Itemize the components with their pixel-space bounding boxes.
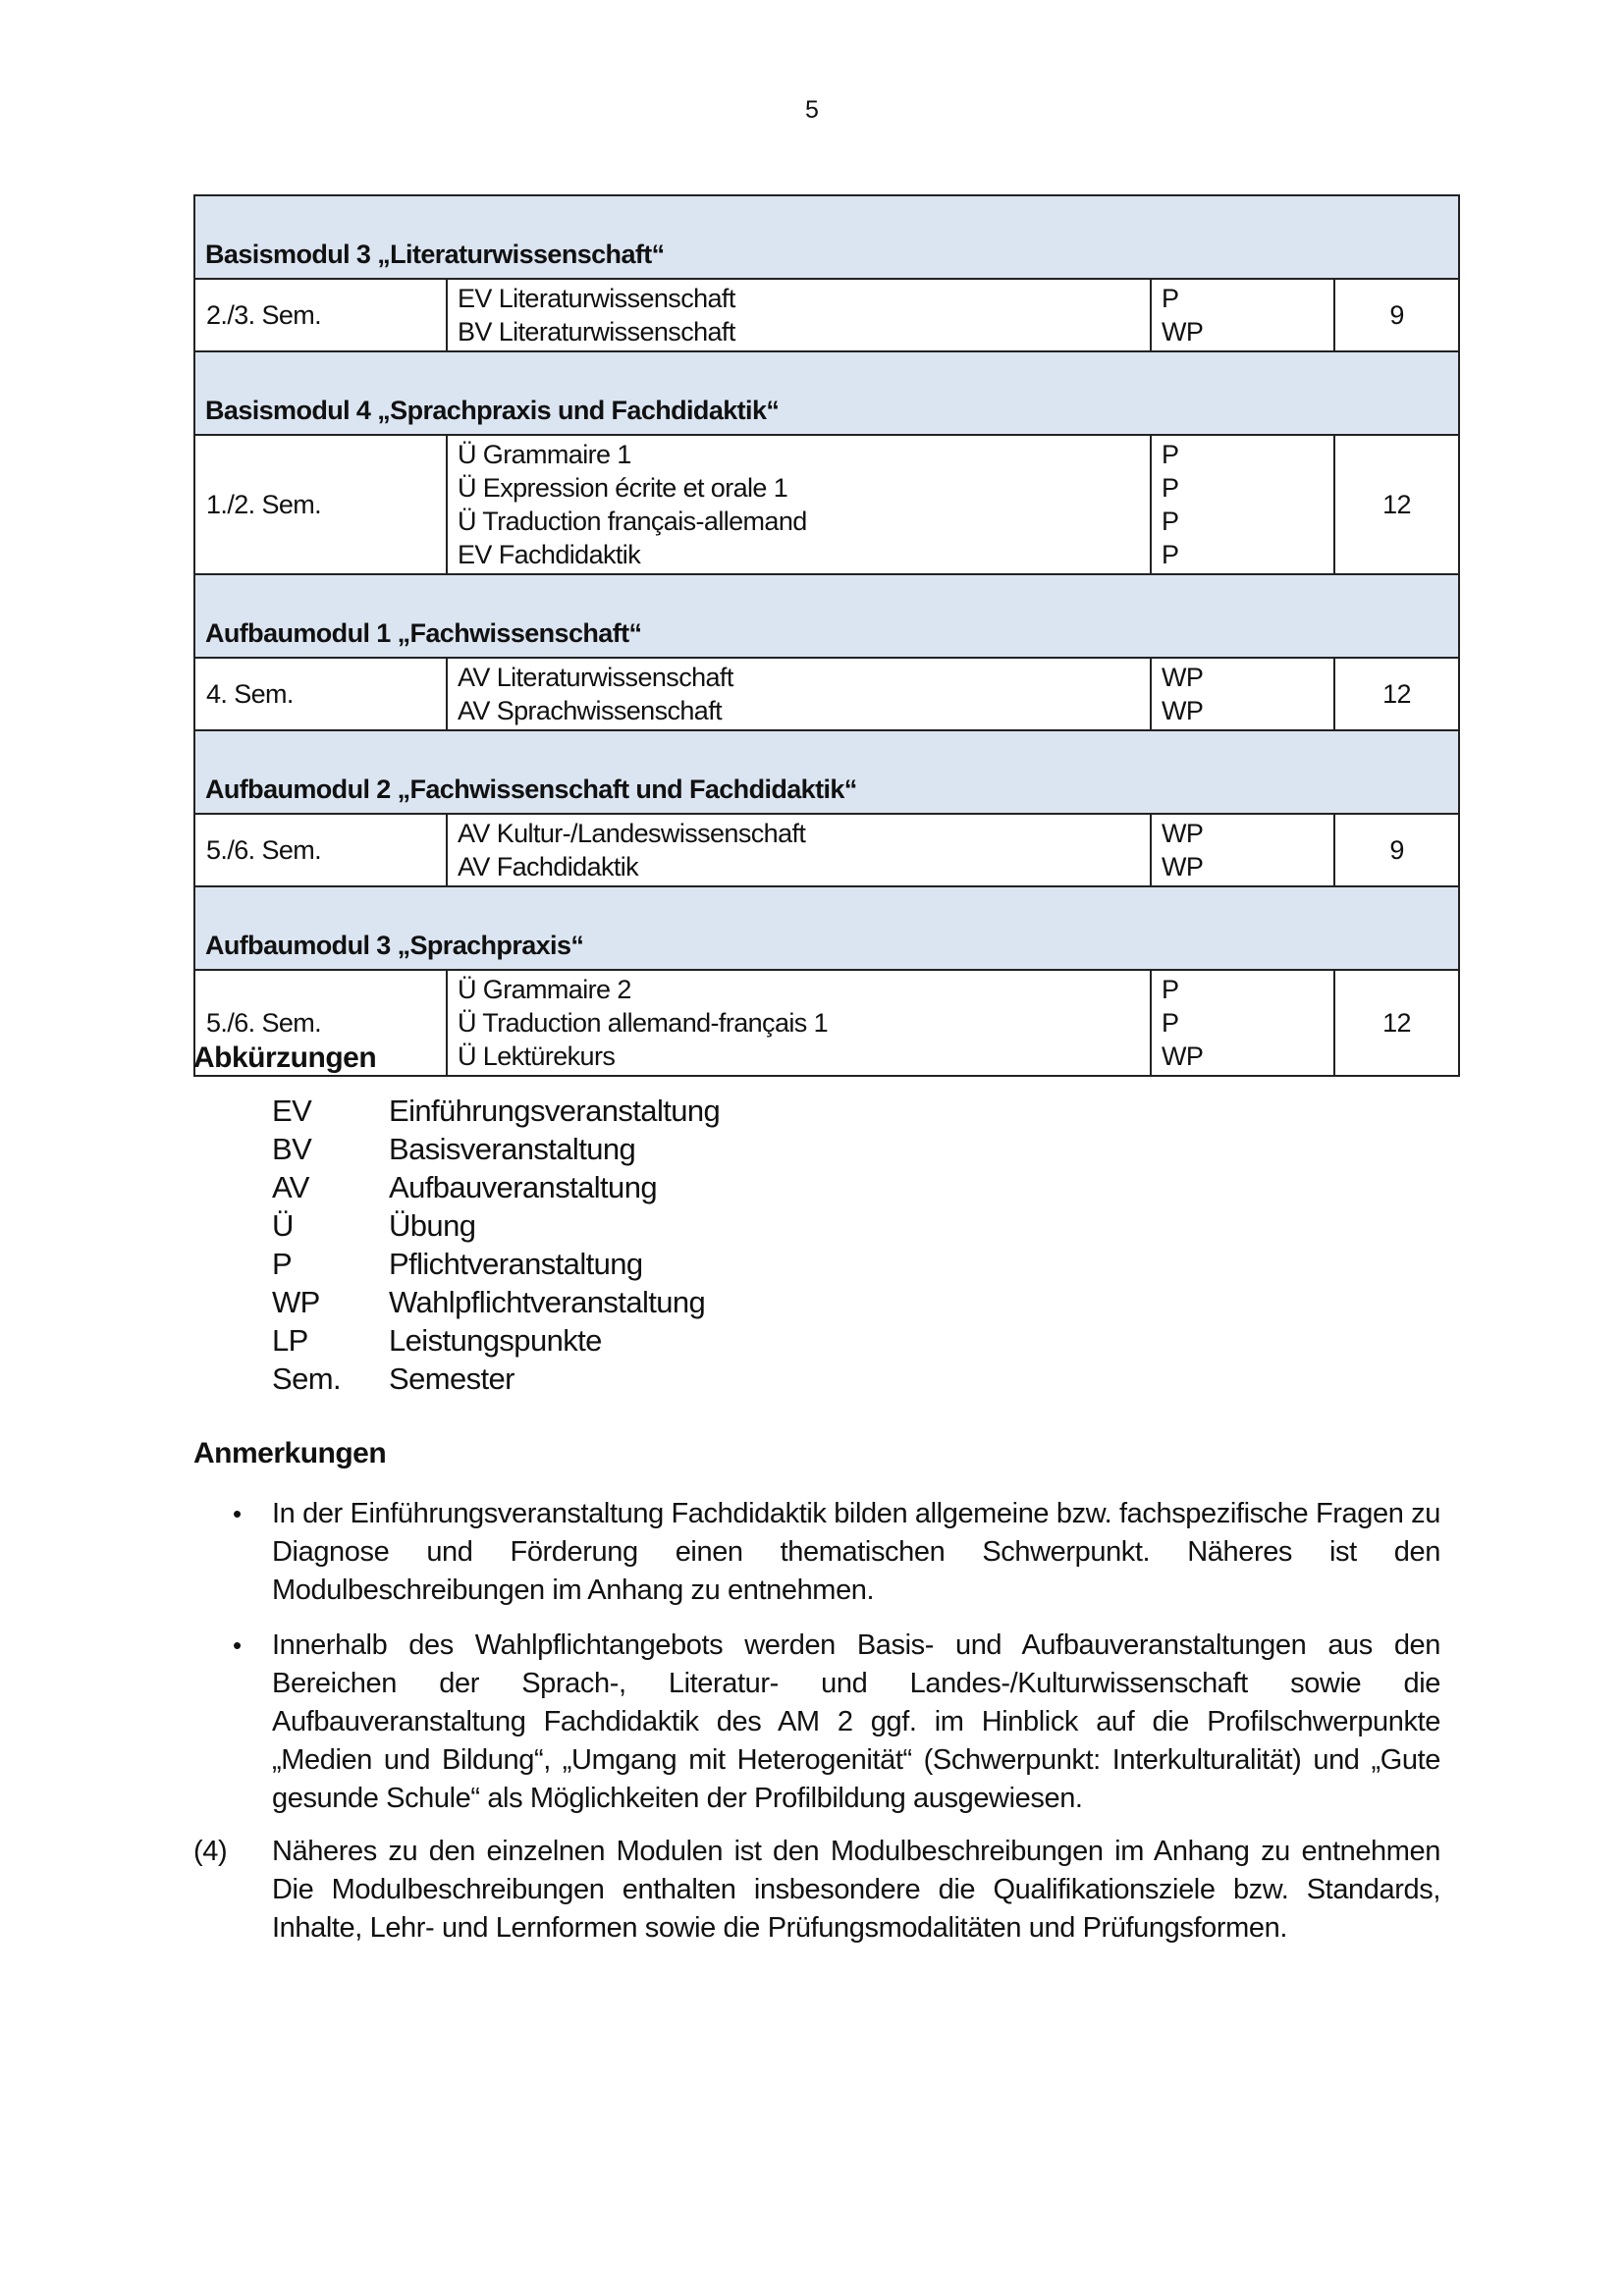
abbreviation-item bbox=[272, 1321, 720, 1360]
abbreviation-item bbox=[272, 1092, 720, 1130]
note-text: In der Einführungsveranstaltung Fachdidaktik bilden allgemeine bzw. fachspezifische Fragen zu Diagnose und Förderung einen thematischen Schwerpunkt. Näheres ist den Modulbeschreibungen im Anhang zu entnehmen. bbox=[272, 1498, 1440, 1606]
course-item: AV Sprachwissenschaft bbox=[458, 696, 723, 725]
module-types bbox=[1151, 970, 1334, 1076]
abbreviation-value: Pflichtveranstaltung bbox=[389, 1247, 643, 1281]
type-item: WP bbox=[1162, 663, 1204, 692]
notes-heading: Anmerkungen bbox=[193, 1437, 387, 1469]
module-header-row bbox=[194, 886, 1459, 970]
course-item: BV Literaturwissenschaft bbox=[458, 317, 735, 347]
module-title: Aufbaumodul 2 „Fachwissenschaft und Fachdidaktik“ bbox=[194, 730, 1459, 814]
module-lp: 12 bbox=[1334, 435, 1459, 574]
course-item: AV Fachdidaktik bbox=[458, 852, 639, 881]
type-item: P bbox=[1162, 507, 1179, 536]
bullet-icon: • bbox=[233, 1499, 242, 1528]
module-courses bbox=[447, 814, 1151, 886]
course-item: Ü Traduction allemand-français 1 bbox=[458, 1008, 828, 1038]
abbreviation-item bbox=[272, 1360, 720, 1398]
module-semester: 1./2. Sem. bbox=[194, 435, 447, 574]
abbreviation-key: P bbox=[272, 1247, 293, 1281]
module-header-row bbox=[194, 574, 1459, 658]
type-item: P bbox=[1162, 540, 1179, 569]
abbreviation-list bbox=[272, 1092, 720, 1398]
course-item: Ü Expression écrite et orale 1 bbox=[458, 473, 788, 503]
course-item: Ü Traduction français-allemand bbox=[458, 507, 807, 536]
abbreviation-item bbox=[272, 1245, 720, 1283]
module-courses bbox=[447, 970, 1151, 1076]
course-item: AV Literaturwissenschaft bbox=[458, 663, 733, 692]
module-types bbox=[1151, 658, 1334, 730]
page-number: 5 bbox=[805, 96, 819, 124]
type-item: WP bbox=[1162, 852, 1204, 881]
abbreviation-value: Aufbauveranstaltung bbox=[389, 1170, 657, 1204]
abbreviation-key: BV bbox=[272, 1132, 312, 1166]
type-item: P bbox=[1162, 1008, 1179, 1038]
module-title: Aufbaumodul 1 „Fachwissenschaft“ bbox=[194, 574, 1459, 658]
course-item: AV Kultur-/Landeswissenschaft bbox=[458, 819, 806, 848]
course-item: EV Literaturwissenschaft bbox=[458, 284, 735, 313]
bullet-icon: • bbox=[233, 1630, 242, 1660]
type-item: P bbox=[1162, 284, 1179, 313]
module-semester: 2./3. Sem. bbox=[194, 279, 447, 351]
abbreviation-key: LP bbox=[272, 1323, 308, 1358]
module-header-row bbox=[194, 351, 1459, 435]
type-item: P bbox=[1162, 975, 1179, 1004]
abbreviation-key: Sem. bbox=[272, 1362, 341, 1396]
note-bullet-item bbox=[233, 1627, 1440, 1818]
paragraph-number: (4) bbox=[193, 1836, 228, 1867]
module-row bbox=[194, 970, 1459, 1076]
module-types bbox=[1151, 814, 1334, 886]
paragraph-text: Näheres zu den einzelnen Modulen ist den Modulbeschreibungen im Anhang zu entnehmen Die Modulbeschreibungen enthalten insbesondere die Qualifikationsziele bzw. Standards, Inhalte, Lehr- und Lernformen sowie die Prüfungsmodalitäten und Prüfungsformen. bbox=[272, 1836, 1440, 1944]
module-title: Basismodul 4 „Sprachpraxis und Fachdidaktik“ bbox=[194, 351, 1459, 435]
abbreviation-key: EV bbox=[272, 1094, 312, 1128]
module-lp: 12 bbox=[1334, 970, 1459, 1076]
abbreviation-value: Übung bbox=[389, 1208, 476, 1243]
module-row bbox=[194, 435, 1459, 574]
abbreviation-item bbox=[272, 1283, 720, 1321]
abbreviation-value: Basisveranstaltung bbox=[389, 1132, 636, 1166]
module-row bbox=[194, 814, 1459, 886]
type-item: WP bbox=[1162, 317, 1204, 347]
module-courses bbox=[447, 435, 1151, 574]
abbreviation-item bbox=[272, 1130, 720, 1168]
module-lp: 9 bbox=[1334, 814, 1459, 886]
module-lp: 9 bbox=[1334, 279, 1459, 351]
course-item: Ü Lektürekurs bbox=[458, 1041, 616, 1071]
module-semester: 5./6. Sem. bbox=[194, 970, 447, 1076]
module-table bbox=[193, 194, 1460, 1077]
note-text: Innerhalb des Wahlpflichtangebots werden Basis- und Aufbauveranstaltungen aus den Bereichen der Sprach-, Literatur- und Landes-/Kulturwissenschaft sowie die Aufbauveranstaltung Fachdidaktik des AM 2 ggf. im Hinblick auf die Profilschwerpunkte „Medien und Bildung“, „Umgang mit Heterogenität“ (Schwerpunkt: Interkulturalität) und „Gute gesunde Schule“ als Möglichkeiten der Profilbildung ausgewiesen. bbox=[272, 1629, 1440, 1814]
module-title: Basismodul 3 „Literaturwissenschaft“ bbox=[194, 195, 1459, 279]
course-item: Ü Grammaire 2 bbox=[458, 975, 631, 1004]
type-item: P bbox=[1162, 473, 1179, 503]
type-item: WP bbox=[1162, 819, 1204, 848]
abbreviation-item bbox=[272, 1168, 720, 1206]
module-title: Aufbaumodul 3 „Sprachpraxis“ bbox=[194, 886, 1459, 970]
note-bullet-item bbox=[233, 1495, 1440, 1610]
abbreviation-value: Semester bbox=[389, 1362, 514, 1396]
module-types bbox=[1151, 435, 1334, 574]
module-row bbox=[194, 279, 1459, 351]
type-item: WP bbox=[1162, 1041, 1204, 1071]
module-header-row bbox=[194, 195, 1459, 279]
module-semester: 5./6. Sem. bbox=[194, 814, 447, 886]
type-item: P bbox=[1162, 440, 1179, 469]
abbreviation-key: AV bbox=[272, 1170, 309, 1204]
abbreviation-item bbox=[272, 1206, 720, 1245]
abbreviation-value: Wahlpflichtveranstaltung bbox=[389, 1285, 706, 1319]
course-item: Ü Grammaire 1 bbox=[458, 440, 631, 469]
module-semester: 4. Sem. bbox=[194, 658, 447, 730]
module-types bbox=[1151, 279, 1334, 351]
abbreviation-key: WP bbox=[272, 1285, 320, 1319]
abbreviation-value: Einführungsveranstaltung bbox=[389, 1094, 721, 1128]
module-lp: 12 bbox=[1334, 658, 1459, 730]
type-item: WP bbox=[1162, 696, 1204, 725]
abbreviation-key: Ü bbox=[272, 1208, 294, 1243]
abbreviation-value: Leistungspunkte bbox=[389, 1323, 602, 1358]
module-row bbox=[194, 658, 1459, 730]
numbered-paragraph bbox=[193, 1833, 1440, 1948]
module-courses bbox=[447, 658, 1151, 730]
course-item: EV Fachdidaktik bbox=[458, 540, 641, 569]
module-courses bbox=[447, 279, 1151, 351]
abbreviations-heading: Abkürzungen bbox=[193, 1041, 377, 1074]
module-header-row bbox=[194, 730, 1459, 814]
